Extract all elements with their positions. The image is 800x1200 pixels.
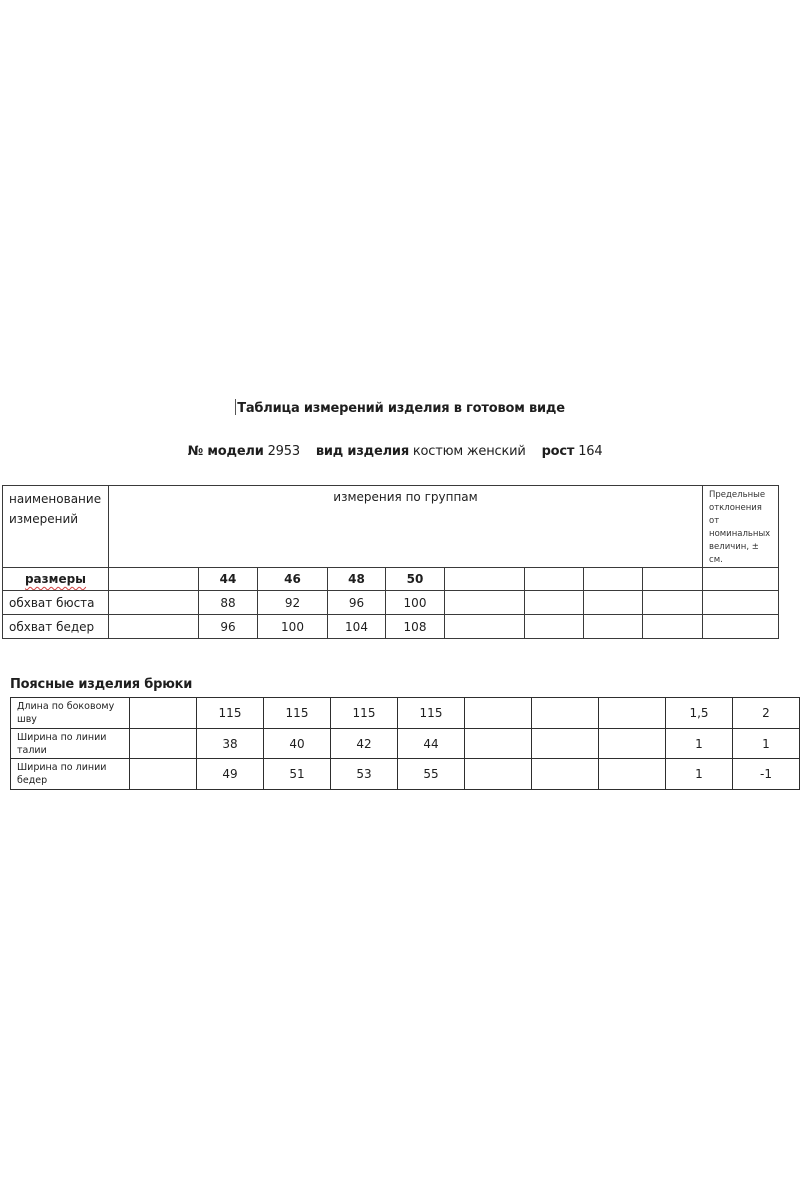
cell: 49 bbox=[197, 759, 264, 790]
document-title bbox=[0, 399, 800, 416]
cell bbox=[532, 729, 599, 759]
cell bbox=[584, 568, 643, 591]
table-row-side-seam-length bbox=[11, 698, 800, 729]
cell bbox=[599, 729, 666, 759]
table-row-hips bbox=[3, 615, 779, 639]
cell: 44 bbox=[398, 729, 465, 759]
cell: 46 bbox=[258, 568, 328, 591]
cell bbox=[465, 759, 532, 790]
model-label: № модели bbox=[187, 444, 264, 459]
cell bbox=[445, 568, 525, 591]
cell bbox=[109, 615, 199, 639]
header-deviation: Предельные отклонения от номинальных величин, ± см. bbox=[703, 486, 779, 568]
cell: 1 bbox=[733, 729, 800, 759]
cell bbox=[703, 591, 779, 615]
cell: 1 bbox=[666, 729, 733, 759]
cell bbox=[465, 698, 532, 729]
cell: 115 bbox=[197, 698, 264, 729]
height-label: рост bbox=[541, 444, 575, 459]
measurements-table bbox=[2, 485, 779, 639]
cell: 115 bbox=[398, 698, 465, 729]
row-label: обхват бюста bbox=[3, 591, 109, 615]
cell: 42 bbox=[331, 729, 398, 759]
product-type-label: вид изделия bbox=[315, 444, 409, 459]
cell: 108 bbox=[386, 615, 445, 639]
cell: 104 bbox=[328, 615, 386, 639]
cell bbox=[130, 698, 197, 729]
cell bbox=[643, 591, 703, 615]
cell: 48 bbox=[328, 568, 386, 591]
cell bbox=[584, 615, 643, 639]
cell bbox=[584, 591, 643, 615]
cell bbox=[643, 568, 703, 591]
cell: 50 bbox=[386, 568, 445, 591]
cell bbox=[525, 591, 584, 615]
cell bbox=[109, 568, 199, 591]
cell bbox=[525, 615, 584, 639]
cell: 2 bbox=[733, 698, 800, 729]
cell: 53 bbox=[331, 759, 398, 790]
row-label: Ширина по линии талии bbox=[11, 729, 130, 759]
row-label: Длина по боковому шву bbox=[11, 698, 130, 729]
cell: 1 bbox=[666, 759, 733, 790]
section-title-trousers: Поясные изделия брюки bbox=[10, 677, 193, 692]
cell: 96 bbox=[199, 615, 258, 639]
cell bbox=[599, 759, 666, 790]
cell bbox=[599, 698, 666, 729]
cell bbox=[643, 615, 703, 639]
table-row-hip-width bbox=[11, 759, 800, 790]
sizes-label-text: размеры bbox=[24, 572, 87, 586]
cell bbox=[130, 759, 197, 790]
cell bbox=[445, 591, 525, 615]
table-header-row bbox=[3, 486, 779, 568]
cell: 40 bbox=[264, 729, 331, 759]
row-label bbox=[3, 568, 109, 591]
cell: 115 bbox=[264, 698, 331, 729]
cell: 115 bbox=[331, 698, 398, 729]
row-label: обхват бедер bbox=[3, 615, 109, 639]
cell bbox=[109, 591, 199, 615]
document-title-text: Таблица измерений изделия в готовом виде bbox=[237, 401, 565, 416]
cell bbox=[532, 759, 599, 790]
product-type-value: костюм женский bbox=[412, 444, 526, 459]
model-value: 2953 bbox=[267, 444, 300, 459]
cell: 44 bbox=[199, 568, 258, 591]
model-info-line bbox=[0, 444, 790, 459]
cell: 100 bbox=[258, 615, 328, 639]
cell: 88 bbox=[199, 591, 258, 615]
cell bbox=[703, 615, 779, 639]
cell: 55 bbox=[398, 759, 465, 790]
cell: 96 bbox=[328, 591, 386, 615]
table-row-sizes bbox=[3, 568, 779, 591]
cell: 38 bbox=[197, 729, 264, 759]
cell bbox=[465, 729, 532, 759]
cell bbox=[445, 615, 525, 639]
cell: 100 bbox=[386, 591, 445, 615]
cell bbox=[130, 729, 197, 759]
cell: 1,5 bbox=[666, 698, 733, 729]
cell: 51 bbox=[264, 759, 331, 790]
cell bbox=[532, 698, 599, 729]
trousers-measurements-table bbox=[10, 697, 800, 790]
cell bbox=[703, 568, 779, 591]
header-measurement-name: наименование измерений bbox=[3, 486, 109, 568]
row-label: Ширина по линии бедер bbox=[11, 759, 130, 790]
height-value: 164 bbox=[578, 444, 603, 459]
table-row-bust bbox=[3, 591, 779, 615]
cell: 92 bbox=[258, 591, 328, 615]
table-row-waist-width bbox=[11, 729, 800, 759]
header-measurement-groups: измерения по группам bbox=[109, 486, 703, 568]
cell bbox=[525, 568, 584, 591]
cell: -1 bbox=[733, 759, 800, 790]
